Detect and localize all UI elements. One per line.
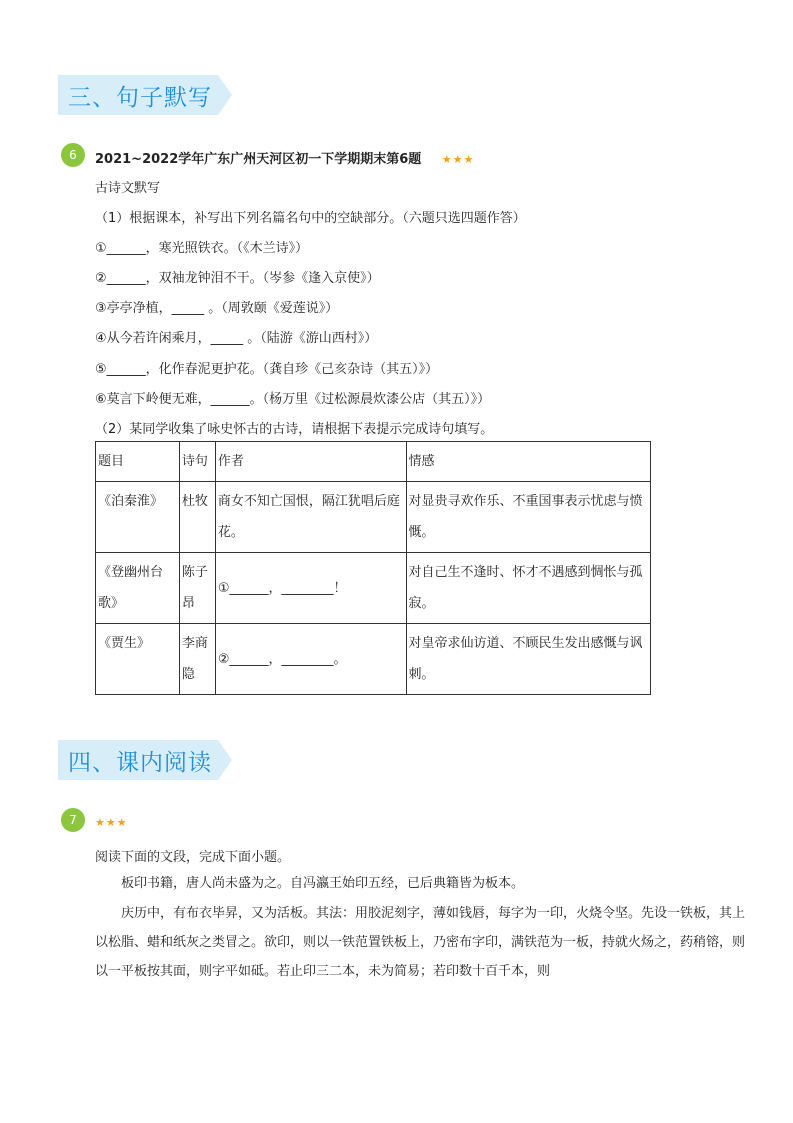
fill-item: ⑥莫言下岭便无难，______。（杨万里《过松源晨炊漆公店（其五）》） bbox=[95, 392, 491, 407]
poem-table bbox=[95, 441, 651, 695]
part2-instruction: （2）某同学收集了咏史怀古的古诗，请根据下表提示完成诗句填写。 bbox=[95, 422, 494, 437]
section-banner-3 bbox=[58, 75, 233, 115]
table-cell: 对显贵寻欢作乐、不重国事表示忧虑与愤慨。 bbox=[406, 482, 651, 553]
table-row bbox=[96, 624, 651, 695]
fill-item: ②______，双袖龙钟泪不干。（岑参《逢入京使》） bbox=[95, 271, 380, 286]
table-cell: 《泊秦淮》 bbox=[96, 482, 180, 553]
part1-instruction: （1）根据课本，补写出下列名篇名句中的空缺部分。（六题只选四题作答） bbox=[95, 211, 526, 226]
table-cell: 对自己生不逢时、怀才不遇感到惆怅与孤寂。 bbox=[406, 553, 651, 624]
table-cell: 《贾生》 bbox=[96, 624, 180, 695]
banner-tail bbox=[218, 75, 232, 115]
banner-tail bbox=[218, 740, 232, 780]
table-cell: 陈子昂 bbox=[179, 553, 215, 624]
section-title: 三、句子默写 bbox=[68, 85, 212, 111]
table-cell: 商女不知亡国恨，隔江犹唱后庭花。 bbox=[215, 482, 406, 553]
header-cell: 情感 bbox=[406, 442, 651, 482]
table-row bbox=[96, 482, 651, 553]
table-row bbox=[96, 553, 651, 624]
table-header-row bbox=[96, 442, 651, 482]
passage-paragraph: 庆历中，有布衣毕昇，又为活板。其法：用胶泥刻字，薄如钱唇，每字为一印，火烧令坚。先设一铁板，其上以松脂、蜡和纸灰之类冒之。欲印，则以一铁范置铁板上，乃密布字印，满铁范为一板，持就火炀之，药稍镕，则以一平板按其面，则字平如砥。若止印三二本，未为简易；若印数十百千本，则 bbox=[95, 906, 745, 979]
question-number-badge: 7 bbox=[61, 808, 85, 832]
question-heading: 阅读下面的文段，完成下面小题。 bbox=[95, 850, 291, 865]
fill-item: ①______，寒光照铁衣。（《木兰诗》） bbox=[95, 241, 309, 256]
source-text: 2021~2022学年广东广州天河区初一下学期期末第6题 bbox=[95, 152, 422, 167]
table-cell: ②______，________。 bbox=[215, 624, 406, 695]
table-cell: 杜牧 bbox=[179, 482, 215, 553]
question-heading: 古诗文默写 bbox=[95, 181, 161, 196]
fill-item: ④从今若许闲乘月，_____ 。（陆游《游山西村》） bbox=[95, 331, 378, 346]
header-cell: 作者 bbox=[215, 442, 406, 482]
table-cell: 李商隐 bbox=[179, 624, 215, 695]
header-cell: 诗句 bbox=[179, 442, 215, 482]
question-number-badge: 6 bbox=[61, 143, 85, 167]
table-cell: 对皇帝求仙访道、不顾民生发出感慨与讽刺。 bbox=[406, 624, 651, 695]
difficulty-stars: ★★★ bbox=[441, 153, 475, 166]
table-cell: 《登幽州台歌》 bbox=[96, 553, 180, 624]
header-cell: 题目 bbox=[96, 442, 180, 482]
difficulty-stars: ★★★ bbox=[95, 816, 128, 829]
section-title: 四、课内阅读 bbox=[68, 750, 212, 776]
passage-paragraph: 板印书籍，唐人尚未盛为之。自冯瀛王始印五经，已后典籍皆为板本。 bbox=[121, 876, 525, 891]
fill-item: ③亭亭净植，_____ 。（周敦颐《爱莲说》） bbox=[95, 301, 339, 316]
difficulty-stars-line bbox=[95, 815, 128, 830]
fill-item: ⑤______，化作春泥更护花。（龚自珍《己亥杂诗（其五）》） bbox=[95, 362, 439, 377]
section-banner-4 bbox=[58, 740, 233, 780]
question-source bbox=[95, 148, 474, 167]
table-cell: ①______，________！ bbox=[215, 553, 406, 624]
